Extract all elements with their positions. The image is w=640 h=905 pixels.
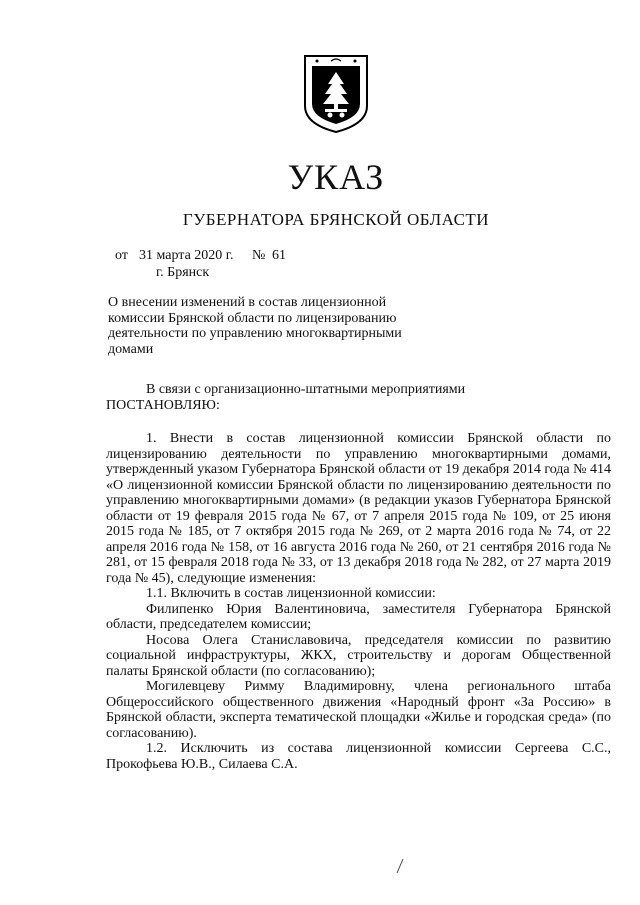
preamble: В связи с организационно-штатными мероприятиями <box>146 382 466 397</box>
document-body <box>106 382 611 772</box>
bryansk-coat-of-arms-icon <box>303 54 369 134</box>
decree-heading: ПОСТАНОВЛЯЮ: <box>106 397 220 413</box>
paragraph: 1. Внести в состав лицензионной комиссии Брянской области по лицензированию деятельности по управлению многоквартирными домами, утвержденный указом Губернатора Брянской области от 19 декабря 2014 года № 414 «О лицензионной комиссии Брянской области по лицензированию деятельности по управлению многоквартирными домами» (в редакции указов Губернатора Брянской области от 19 февраля 2015 года № 67, от 7 апреля 2015 года № 109, от 25 июня 2015 года № 185, от 7 октября 2015 года № 269, от 2 марта 2016 года № 74, от 22 апреля 2016 года № 158, от 16 августа 2016 года № 260, от 21 сентября 2016 года № 281, от 15 февраля 2018 года № 33, от 13 декабря 2018 года № 282, от 27 марта 2019 года № 45), следующие изменения: <box>106 431 612 586</box>
paragraph: Носова Олега Станиславовича, председателя комиссии по развитию социальной инфраструктуры, ЖКХ, строительству и дорогам Общественной палаты Брянской области (по согласованию); <box>106 632 611 679</box>
document-date: 31 марта 2020 г. <box>139 248 234 263</box>
date-prefix: от <box>115 248 128 263</box>
document-number: 61 <box>272 248 286 263</box>
paragraph: Филипенко Юрия Валентиновича, заместителя Губернатора Брянской области, председателем комиссии; <box>106 601 611 632</box>
document-subject: О внесении изменений в состав лицензионной комиссии Брянской области по лицензированию деятельности по управлению многоквартирными домами <box>108 295 402 357</box>
document-subtitle: ГУБЕРНАТОРА БРЯНСКОЙ ОБЛАСТИ <box>182 210 490 229</box>
paragraph: 1.2. Исключить из состава лицензионной комиссии Сергеева С.С., Прокофьева Ю.В., Силаева С.А. <box>106 741 611 772</box>
paragraph: 1.1. Включить в состав лицензионной комиссии: <box>146 586 436 601</box>
document-title: УКАЗ <box>287 157 385 197</box>
paragraph: Могилевцеву Римму Владимировну, члена регионального штаба Общероссийского общественного движения «Народный фронт «За Россию» в Брянской области, эксперта тематической площадки «Жилье и городская среда» (по согласованию). <box>106 679 611 741</box>
number-prefix: № <box>252 248 266 263</box>
pen-mark <box>395 858 405 874</box>
document-city: г. Брянск <box>156 265 210 280</box>
